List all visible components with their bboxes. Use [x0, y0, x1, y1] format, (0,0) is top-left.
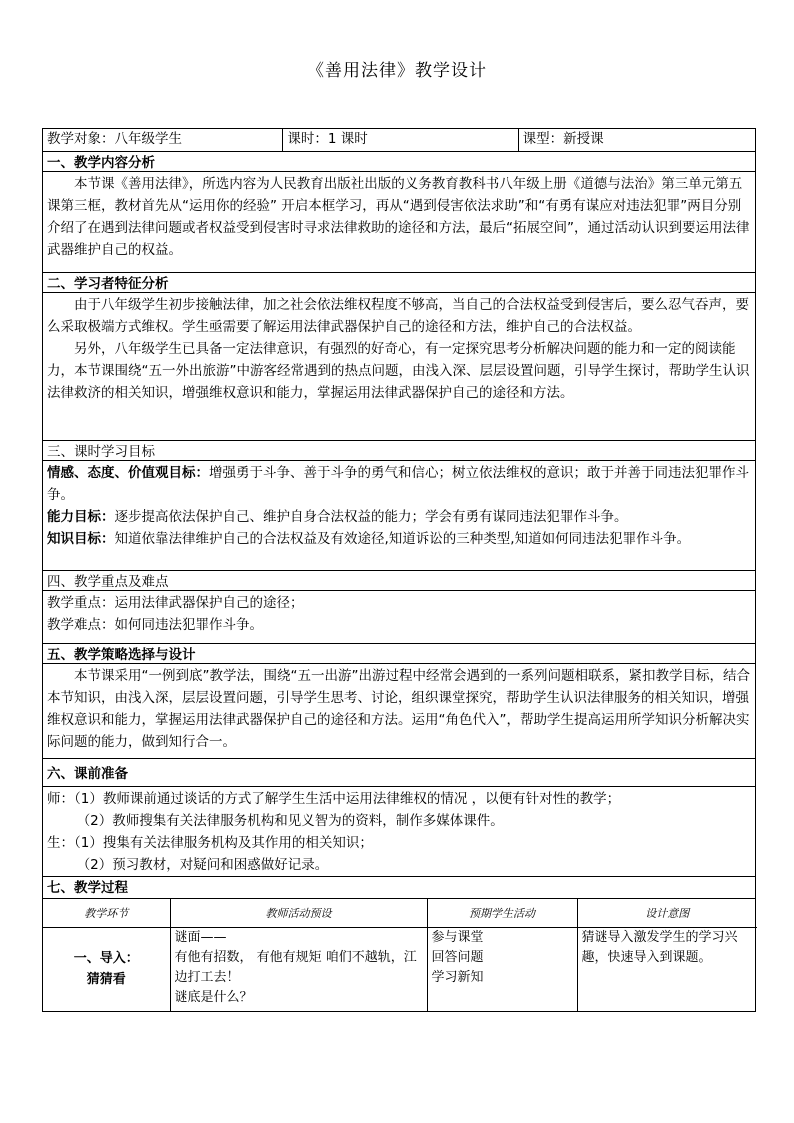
goal-knowledge-label: 知识目标： [47, 531, 115, 547]
section-1-paragraph: 本节课《善用法律》，所选内容为人民教育出版社出版的义务教育教科书八年级上册《道德与法治》第三单元第五课第三框，教材首先从“运用你的经验” 开启本框学习，再从“遇到侵害依法求助”和“有勇有谋应对违法犯罪”两目分别介绍了在遇到法律问题或者权益受到侵害时寻求法律救助的途径和方法，最后“拓展空间”，通过活动认识到要运用法律武器维护自己的权益。 [47, 176, 750, 258]
section-5-heading: 五、教学策略选择与设计 [43, 643, 755, 663]
col-header-stage: 教学环节 [84, 906, 129, 920]
section-6-body [43, 786, 755, 876]
section-6-heading: 六、课前准备 [43, 758, 755, 786]
goal-knowledge-text: 知道依靠法律维护自己的合法权益及有效途径,知道诉讼的三种类型,知道如何同违法犯罪作斗争。 [114, 531, 691, 547]
student-activity-2: 回答问题 [431, 949, 484, 965]
process-table-wrap [43, 898, 755, 1011]
section-7-heading: 七、教学过程 [43, 876, 755, 898]
class-hours-cell: 课时：1 课时 [282, 129, 517, 151]
student-prep-1: 生：（1）搜集有关法律服务机构及其作用的相关知识； [47, 835, 373, 851]
section-2-body [43, 292, 755, 440]
difficult-point: 教学难点：如何同违法犯罪作斗争。 [47, 617, 263, 633]
section-2-paragraph-2: 另外，八年级学生已具备一定法律意识，有强烈的好奇心，有一定探究思考分析解决问题的能力和一定的阅读能力，本节课围绕“五一外出旅游”中游客经常遇到的热点问题，由浅入深、层层设置问题，引导学生探讨，帮助学生认识法律救济的相关知识，增强维权意识和能力，掌握运用法律武器保护自己的途径和方法。 [47, 341, 750, 401]
col-header-intent: 设计意图 [577, 899, 757, 927]
goal-emotion-text: 增强勇于斗争、善于斗争的勇气和信心；树立依法维权的意识；敢于并善于同违法犯罪作斗争。 [47, 465, 749, 503]
goal-emotion [47, 462, 751, 506]
stage-cell [43, 927, 170, 1011]
section-5-paragraph: 本节课采用“一例到底”教学法，围绕“五一出游”出游过程中经常会遇到的一系列问题相联系，紧扣教学目标，结合本节知识，由浅入深，层层设置问题，引导学生思考、讨论，组织课堂探究，帮助学生认识法律服务的相关知识，增强维权意识和能力，掌握运用法律武器保护自己的途径和方法。运用“角色代入”，帮助学生提高运用所学知识分析解决实际问题的能力，做到知行合一。 [47, 668, 750, 750]
section-4-heading: 四、教学重点及难点 [43, 570, 755, 590]
process-row [43, 927, 757, 1011]
stage-subtitle: 猜猜看 [86, 971, 126, 987]
student-prep-2: （2）预习教材，对疑问和困惑做好记录。 [76, 857, 329, 873]
teacher-prep-2: （2）教师搜集有关法律服务机构和见义智为的资料，制作多媒体课件。 [76, 813, 504, 829]
riddle-text: 有他有招数， 有他有规矩 咱们不越轨，江边打工去！ [174, 949, 417, 985]
col-header-student: 预期学生活动 [427, 899, 577, 927]
goal-ability [47, 506, 751, 528]
riddle-intro: 谜面—— [174, 929, 227, 945]
section-4-body [43, 590, 755, 643]
page-title: 《善用法律》教学设计 [307, 61, 487, 81]
info-row [43, 129, 755, 151]
teacher-activity-cell [170, 927, 427, 1011]
goal-ability-label: 能力目标： [47, 509, 115, 525]
section-2-paragraph-1: 由于八年级学生初步接触法律，加之社会依法维权程度不够高，当自己的合法权益受到侵害后，要么忍气吞声，要么采取极端方式维权。学生亟需要了解运用法律武器保护自己的途径和方法，维护自己的合法权益。 [47, 297, 749, 335]
section-1-heading: 一、教学内容分析 [43, 151, 755, 171]
section-5-body [43, 663, 755, 758]
process-header-row [43, 899, 757, 927]
lesson-type-cell: 课型：新授课 [518, 129, 755, 151]
section-2-heading: 二、学习者特征分析 [43, 272, 755, 292]
teaching-object-cell: 教学对象：八年级学生 [47, 131, 182, 147]
stage-title: 一、导入： [73, 950, 139, 966]
goal-ability-text: 逐步提高依法保护自己、维护自身合法权益的能力；学会有勇有谋同违法犯罪作斗争。 [114, 509, 628, 525]
student-activity-3: 学习新知 [431, 969, 484, 985]
goal-knowledge [47, 528, 751, 550]
key-point: 教学重点：运用法律武器保护自己的途径； [47, 595, 304, 611]
lesson-plan-table [42, 128, 756, 1012]
goal-emotion-label: 情感、态度、价值观目标： [47, 465, 209, 481]
riddle-question: 谜底是什么？ [174, 989, 253, 1005]
teacher-prep-1: 师：（1）教师课前通过谈话的方式了解学生生活中运用法律维权的情况 ，以便有针对性的教学； [47, 791, 621, 807]
student-activity-cell [427, 927, 577, 1011]
process-table [43, 899, 757, 1011]
col-header-teacher: 教师活动预设 [170, 899, 427, 927]
student-activity-1: 参与课堂 [431, 929, 484, 945]
design-intent-cell: 猜谜导入激发学生的学习兴趣，快速导入到课题。 [577, 927, 757, 1011]
section-3-body [43, 460, 755, 570]
section-3-heading: 三、课时学习目标 [43, 440, 755, 460]
section-1-body [43, 171, 755, 272]
